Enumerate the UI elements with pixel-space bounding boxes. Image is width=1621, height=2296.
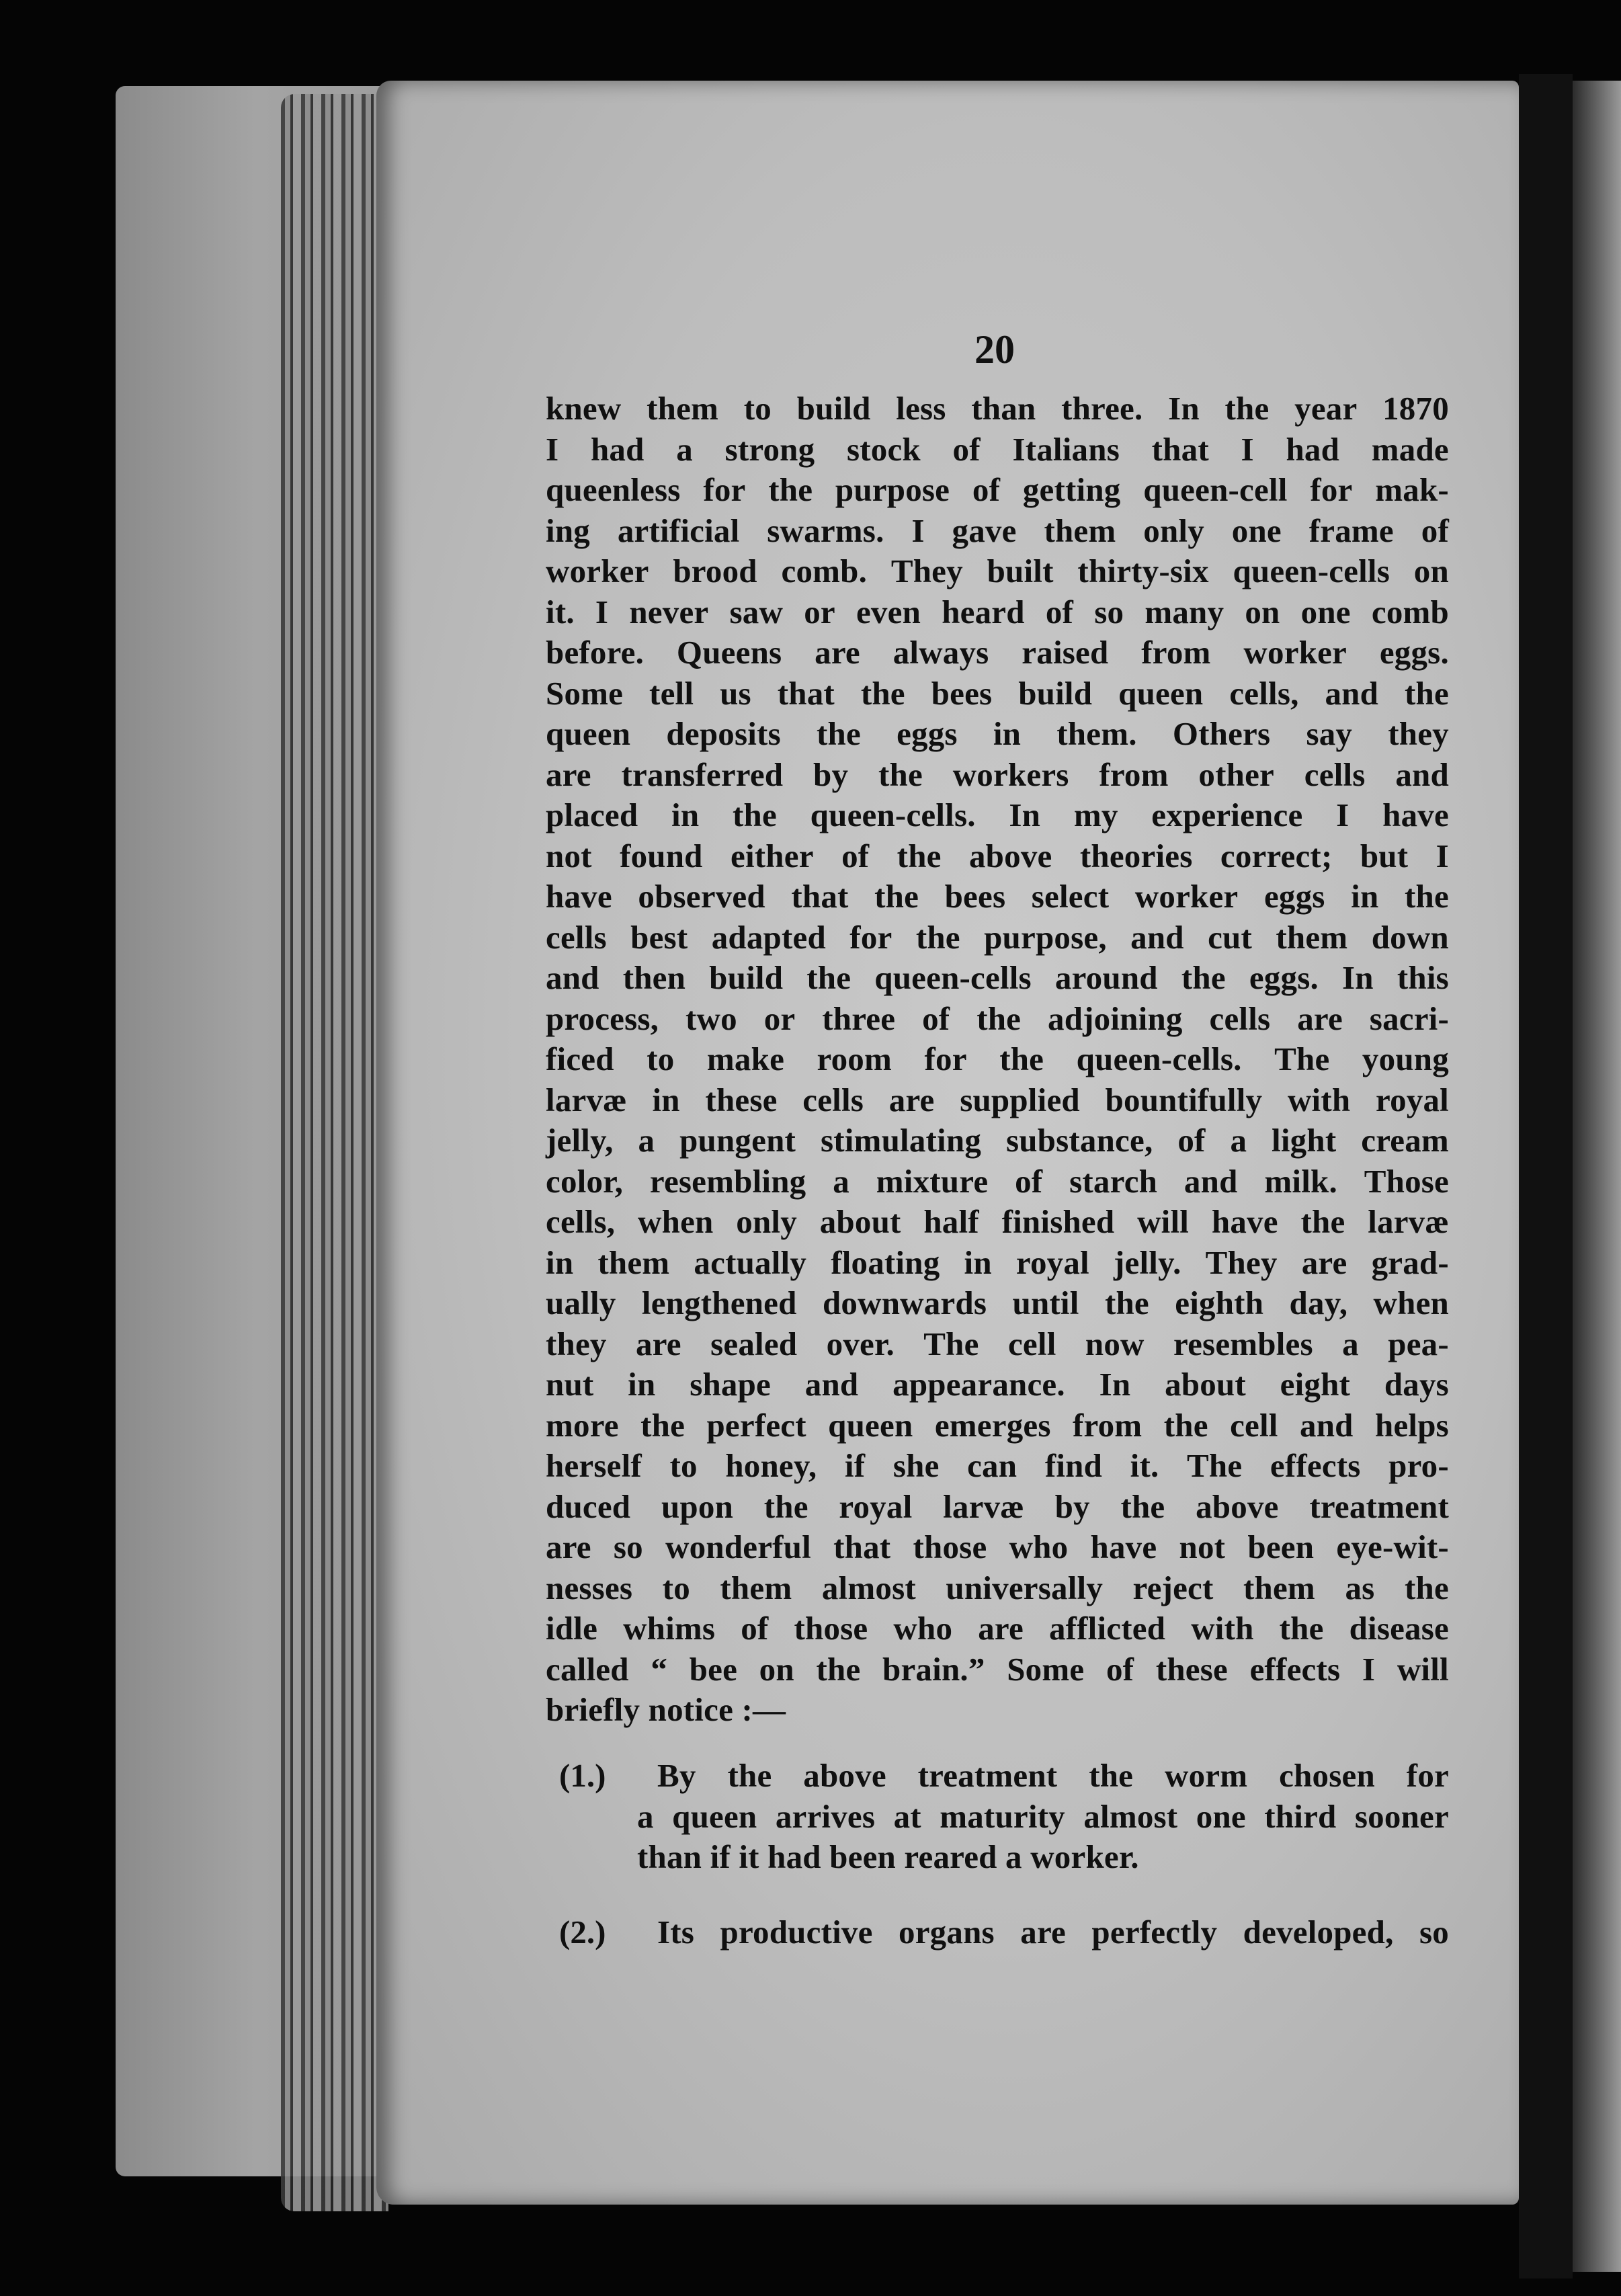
text-line: larvæ in these cells are supplied bountifully with royal (546, 1081, 1449, 1118)
text-line: they are sealed over. The cell now resembles a pea- (546, 1325, 1449, 1362)
text-line: process, two or three of the adjoining cells are sacri- (546, 999, 1449, 1037)
text-line: idle whims of those who are afflicted with the disease (546, 1610, 1449, 1647)
text-line: queenless for the purpose of getting queen-cell for mak- (546, 471, 1449, 508)
text-line: queen deposits the eggs in them. Others say they (546, 715, 1449, 752)
text-line: duced upon the royal larvæ by the above treatment (546, 1487, 1449, 1525)
gutter-shadow (1519, 74, 1573, 2279)
list-item-number: (1.) (559, 1757, 606, 1794)
page-edges (281, 94, 388, 2211)
text-line: have observed that the bees select worker eggs in the (546, 878, 1449, 915)
text-line: By the above treatment the worm chosen for (657, 1757, 1449, 1794)
text-line: nesses to them almost universally reject them as the (546, 1569, 1449, 1606)
text-line: cells best adapted for the purpose, and cut them down (546, 918, 1449, 956)
text-line: ing artificial swarms. I gave them only one frame of (546, 511, 1449, 549)
text-line: herself to honey, if she can find it. The effects pro- (546, 1447, 1449, 1484)
text-line: I had a strong stock of Italians that I had made (546, 430, 1449, 468)
text-line: Some tell us that the bees build queen cells, and the (546, 674, 1449, 712)
text-line: called “ bee on the brain.” Some of these effects I will (546, 1650, 1449, 1688)
text-line: briefly notice :— (546, 1691, 786, 1728)
list-item-body (637, 1912, 1449, 1953)
text-line: in them actually floating in royal jelly. They are grad- (546, 1243, 1449, 1281)
text-line: knew them to build less than three. In the year 1870 (546, 390, 1449, 427)
next-page-edge (1573, 81, 1621, 2272)
text-line: placed in the queen-cells. In my experience I have (546, 796, 1449, 833)
text-line: and then build the queen-cells around the eggs. In this (546, 959, 1449, 996)
list-item-body (637, 1756, 1449, 1878)
page-number: 20 (974, 327, 1015, 372)
text-line: nut in shape and appearance. In about eight days (546, 1366, 1449, 1403)
body-paragraph (546, 388, 1449, 1731)
text-line: ficed to make room for the queen-cells. The young (546, 1040, 1449, 1077)
text-line: not found either of the above theories correct; but I (546, 837, 1449, 874)
text-line: worker brood comb. They built thirty-six queen-cells on (546, 552, 1449, 589)
text-line: it. I never saw or even heard of so many on one comb (546, 593, 1449, 630)
text-line: are transferred by the workers from other cells and (546, 755, 1449, 793)
text-line: Its productive organs are perfectly developed, so (657, 1914, 1449, 1951)
text-line: before. Queens are always raised from worker eggs. (546, 634, 1449, 671)
text-line: cells, when only about half finished will have the larvæ (546, 1203, 1449, 1240)
text-line: color, resembling a mixture of starch and milk. Those (546, 1162, 1449, 1200)
list-item-number: (2.) (559, 1914, 606, 1951)
text-line: are so wonderful that those who have not been eye-wit- (546, 1528, 1449, 1565)
text-line: jelly, a pungent stimulating substance, of a light cream (546, 1122, 1449, 1159)
text-line: a queen arrives at maturity almost one third sooner (637, 1797, 1449, 1835)
text-line: than if it had been reared a worker. (637, 1838, 1139, 1875)
text-line: more the perfect queen emerges from the cell and helps (546, 1406, 1449, 1444)
text-line: ually lengthened downwards until the eighth day, when (546, 1284, 1449, 1321)
